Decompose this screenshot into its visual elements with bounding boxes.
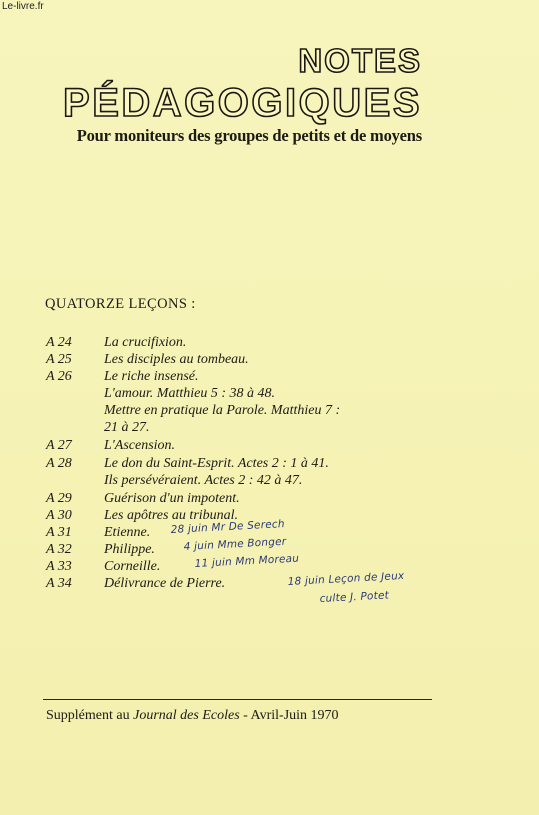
- lesson-title: Etienne.: [104, 525, 151, 540]
- footer-suffix: - Avril-Juin 1970: [243, 708, 339, 723]
- lesson-code: A 31: [46, 525, 72, 540]
- lesson-code: A 32: [46, 542, 72, 557]
- lesson-title: L'amour. Matthieu 5 : 38 à 48.: [104, 386, 275, 401]
- section-title: QUATORZE LEÇONS :: [45, 296, 196, 312]
- lesson-title: Les disciples au tombeau.: [104, 352, 249, 367]
- footer-journal: Journal des Ecoles: [133, 708, 240, 723]
- lesson-title: Philippe.: [104, 542, 155, 557]
- lesson-title: Mettre en pratique la Parole. Matthieu 7 :: [104, 403, 341, 418]
- handwritten-note-a34-line1: 18 juin Leçon de Jeux: [287, 569, 405, 588]
- footer-divider: [43, 699, 432, 700]
- title-line-1: NOTES: [298, 42, 422, 79]
- lesson-title: 21 à 27.: [104, 420, 150, 435]
- handwritten-note-a32: 4 juin Mme Bonger: [183, 535, 287, 553]
- subtitle: Pour moniteurs des groupes de petits et de moyens: [76, 126, 422, 145]
- lesson-code: A 24: [46, 335, 72, 350]
- footer-prefix: Supplément au: [46, 708, 130, 723]
- lesson-title: Ils persévéraient. Actes 2 : 42 à 47.: [104, 473, 303, 488]
- lesson-title: Corneille.: [104, 559, 161, 574]
- lesson-code: A 26: [46, 369, 72, 384]
- handwritten-note-a33: 11 juin Mm Moreau: [194, 552, 300, 570]
- lesson-title: Délivrance de Pierre.: [104, 576, 226, 591]
- lesson-code: A 30: [46, 508, 72, 523]
- footer: [46, 708, 339, 724]
- lesson-code: A 29: [46, 491, 72, 506]
- handwritten-note-a34-line2: culte J. Potet: [319, 589, 390, 605]
- lesson-code: A 25: [46, 352, 72, 367]
- lesson-code: A 27: [46, 438, 72, 453]
- lesson-title: Guérison d'un impotent.: [104, 491, 240, 506]
- lesson-code: A 33: [46, 559, 72, 574]
- lesson-title: L'Ascension.: [104, 438, 176, 453]
- watermark: Le-livre.fr: [2, 1, 44, 12]
- lesson-title: Le don du Saint-Esprit. Actes 2 : 1 à 41.: [104, 456, 329, 471]
- lesson-title: Le riche insensé.: [104, 369, 199, 384]
- lesson-code: A 34: [46, 576, 72, 591]
- lesson-title: Les apôtres au tribunal.: [104, 508, 239, 523]
- lesson-code: A 28: [46, 456, 72, 471]
- title-line-2: PÉDAGOGIQUES: [63, 81, 422, 125]
- handwritten-note-a31: 28 juin Mr De Serech: [170, 518, 285, 536]
- lesson-title: La crucifixion.: [104, 335, 187, 350]
